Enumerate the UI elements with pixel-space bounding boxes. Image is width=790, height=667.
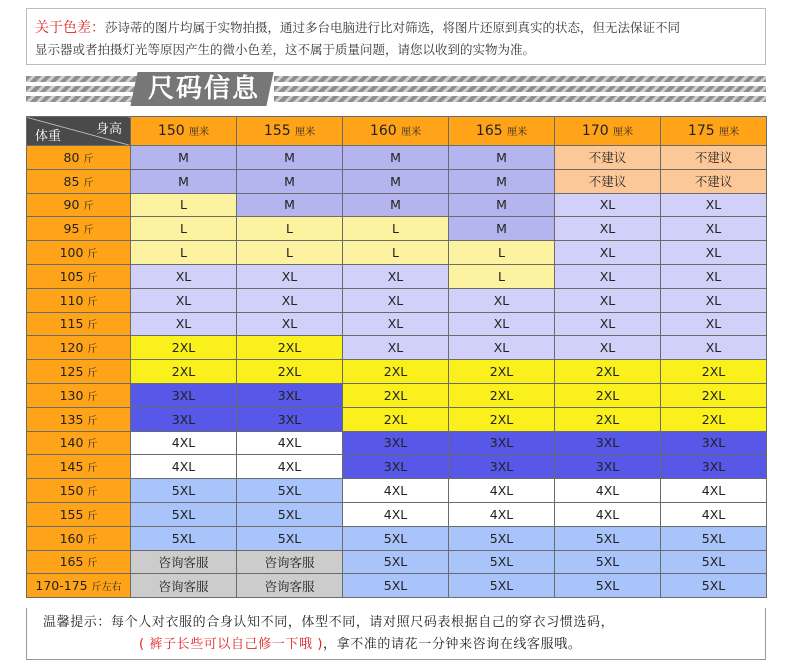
height-header-cell [555, 117, 661, 146]
size-row [27, 146, 767, 170]
height-value: 170 [581, 123, 609, 139]
section-title: 尺码信息 [147, 74, 260, 104]
size-chart-body [27, 146, 767, 598]
size-cell: 5XL [237, 479, 343, 503]
banner-stripe [26, 96, 138, 102]
weight-cell [27, 264, 131, 288]
weight-value: 165 [59, 554, 84, 570]
size-cell: 2XL [131, 360, 237, 384]
height-unit: 厘米 [719, 127, 740, 138]
size-cell: 4XL [449, 502, 555, 526]
size-cell: 5XL [555, 574, 661, 598]
size-cell: 5XL [237, 526, 343, 550]
height-value: 160 [369, 123, 397, 139]
size-chart-table [26, 116, 767, 598]
size-cell: 5XL [661, 574, 767, 598]
weight-value: 145 [59, 459, 84, 475]
height-value: 150 [157, 123, 185, 139]
size-cell: M [343, 169, 449, 193]
weight-unit: 斤左右 [91, 582, 122, 594]
size-cell: XL [661, 217, 767, 241]
height-header-cell [131, 117, 237, 146]
weight-unit: 斤 [87, 558, 98, 570]
size-cell: 4XL [343, 479, 449, 503]
height-value: 165 [475, 123, 503, 139]
size-cell: XL [131, 264, 237, 288]
weight-value: 130 [59, 387, 84, 403]
size-cell: 5XL [449, 574, 555, 598]
size-cell: XL [343, 264, 449, 288]
size-cell: XL [555, 217, 661, 241]
weight-unit: 斤 [83, 225, 94, 237]
size-cell: L [237, 217, 343, 241]
size-cell: M [449, 146, 555, 170]
size-cell: 5XL [131, 479, 237, 503]
size-cell: 咨询客服 [131, 574, 237, 598]
weight-cell [27, 336, 131, 360]
height-header-cell [449, 117, 555, 146]
weight-unit: 斤 [87, 463, 98, 475]
header-row [27, 117, 767, 146]
size-cell: M [343, 193, 449, 217]
size-cell: 3XL [131, 383, 237, 407]
size-cell: 5XL [449, 526, 555, 550]
size-cell: 5XL [555, 526, 661, 550]
size-cell: 3XL [555, 455, 661, 479]
size-cell: 2XL [449, 360, 555, 384]
weight-value: 160 [59, 530, 84, 546]
size-cell: XL [555, 241, 661, 265]
weight-cell [27, 479, 131, 503]
size-row [27, 431, 767, 455]
size-cell: XL [131, 288, 237, 312]
notice-label: 关于色差： [35, 20, 105, 36]
size-cell: XL [661, 264, 767, 288]
size-row [27, 550, 767, 574]
size-row [27, 217, 767, 241]
size-cell: M [131, 146, 237, 170]
size-cell: XL [449, 336, 555, 360]
weight-value: 125 [59, 364, 84, 380]
size-cell: XL [661, 241, 767, 265]
size-cell: L [131, 217, 237, 241]
size-row [27, 193, 767, 217]
weight-axis-label: 体重 [35, 129, 62, 144]
size-cell: 2XL [343, 360, 449, 384]
size-cell: 4XL [237, 431, 343, 455]
size-cell: L [131, 193, 237, 217]
size-cell: 2XL [661, 383, 767, 407]
size-cell: 3XL [661, 455, 767, 479]
tips-highlight: ( 裤子长些可以自己修一下哦 ) [139, 637, 324, 652]
weight-unit: 斤 [87, 320, 98, 332]
size-cell: L [449, 264, 555, 288]
size-cell: 2XL [661, 407, 767, 431]
weight-value: 170-175 [35, 578, 88, 594]
size-cell: 5XL [555, 550, 661, 574]
size-cell: XL [237, 288, 343, 312]
size-cell: 3XL [237, 383, 343, 407]
weight-cell [27, 526, 131, 550]
size-cell: 4XL [449, 479, 555, 503]
weight-value: 105 [59, 268, 84, 284]
weight-cell [27, 360, 131, 384]
size-cell: M [131, 169, 237, 193]
size-cell: 4XL [131, 431, 237, 455]
weight-value: 140 [59, 435, 84, 451]
size-cell: 5XL [343, 550, 449, 574]
weight-unit: 斤 [87, 249, 98, 261]
weight-cell [27, 146, 131, 170]
size-cell: 2XL [237, 336, 343, 360]
weight-unit: 斤 [83, 201, 94, 213]
banner-stripe [274, 96, 766, 102]
size-cell: 3XL [237, 407, 343, 431]
weight-cell [27, 407, 131, 431]
size-row [27, 360, 767, 384]
size-cell: 3XL [449, 431, 555, 455]
weight-cell [27, 288, 131, 312]
size-cell: 5XL [237, 502, 343, 526]
size-cell: 咨询客服 [131, 550, 237, 574]
size-cell: 不建议 [661, 146, 767, 170]
size-cell: 3XL [131, 407, 237, 431]
size-row [27, 526, 767, 550]
size-row [27, 288, 767, 312]
weight-cell [27, 312, 131, 336]
height-header-cell [237, 117, 343, 146]
height-axis-label: 身高 [95, 122, 122, 137]
size-row [27, 312, 767, 336]
banner-stripe [26, 86, 138, 92]
size-cell: XL [449, 288, 555, 312]
size-cell: XL [237, 264, 343, 288]
weight-value: 150 [59, 483, 84, 499]
banner-stripe [274, 76, 766, 82]
banner-stripe [274, 86, 766, 92]
size-cell: XL [661, 336, 767, 360]
size-cell: 2XL [449, 407, 555, 431]
size-row [27, 502, 767, 526]
color-difference-notice [26, 8, 766, 65]
size-cell: M [449, 193, 555, 217]
size-cell: XL [237, 312, 343, 336]
tips-text-1: 每个人对衣服的合身认知不同，体型不同，请对照尺码表根据自己的穿衣习惯选码， [111, 615, 615, 630]
weight-value: 80 [63, 149, 80, 165]
size-cell: 2XL [555, 360, 661, 384]
weight-cell [27, 217, 131, 241]
weight-cell [27, 193, 131, 217]
size-cell: M [343, 146, 449, 170]
size-cell: 3XL [343, 455, 449, 479]
size-cell: 不建议 [661, 169, 767, 193]
tips-text-2: ，拿不准的请花一分钟来咨询在线客服哦。 [323, 637, 582, 652]
size-cell: XL [661, 288, 767, 312]
size-cell: 5XL [449, 550, 555, 574]
weight-unit: 斤 [87, 487, 98, 499]
weight-value: 120 [59, 340, 84, 356]
size-cell: M [237, 193, 343, 217]
size-cell: M [237, 169, 343, 193]
weight-unit: 斤 [87, 296, 98, 308]
size-cell: 2XL [237, 360, 343, 384]
size-cell: 2XL [661, 360, 767, 384]
notice-text-1: 莎诗蒂的图片均属于实物拍摄，通过多台电脑进行比对筛选，将图片还原到真实的状态，但无法保证不同 [105, 20, 681, 35]
size-cell: 4XL [661, 502, 767, 526]
size-cell: 5XL [661, 550, 767, 574]
size-cell: 不建议 [555, 146, 661, 170]
size-cell: XL [555, 336, 661, 360]
size-cell: M [449, 217, 555, 241]
size-cell: 不建议 [555, 169, 661, 193]
size-cell: L [449, 241, 555, 265]
size-cell: 4XL [555, 479, 661, 503]
size-cell: M [237, 146, 343, 170]
weight-value: 90 [63, 197, 80, 213]
size-cell: 4XL [131, 455, 237, 479]
weight-unit: 斤 [87, 534, 98, 546]
size-row [27, 455, 767, 479]
size-cell: XL [343, 336, 449, 360]
weight-unit: 斤 [87, 368, 98, 380]
size-cell: 2XL [343, 407, 449, 431]
size-cell: XL [555, 288, 661, 312]
weight-unit: 斤 [87, 391, 98, 403]
size-cell: 5XL [131, 526, 237, 550]
size-cell: L [131, 241, 237, 265]
height-header-cell [343, 117, 449, 146]
size-cell: 咨询客服 [237, 574, 343, 598]
weight-unit: 斤 [83, 177, 94, 189]
size-cell: XL [555, 193, 661, 217]
size-cell: XL [555, 312, 661, 336]
height-value: 155 [263, 123, 291, 139]
weight-value: 110 [59, 292, 84, 308]
size-cell: 2XL [555, 383, 661, 407]
size-cell: 2XL [343, 383, 449, 407]
weight-unit: 斤 [87, 510, 98, 522]
size-row [27, 574, 767, 598]
weight-cell [27, 574, 131, 598]
size-row [27, 336, 767, 360]
size-cell: L [343, 241, 449, 265]
tips-line-2 [43, 634, 751, 656]
size-row [27, 264, 767, 288]
weight-value: 155 [59, 506, 84, 522]
size-cell: 5XL [131, 502, 237, 526]
size-cell: 3XL [555, 431, 661, 455]
size-cell: XL [131, 312, 237, 336]
size-cell: M [449, 169, 555, 193]
size-cell: XL [661, 193, 767, 217]
height-unit: 厘米 [507, 127, 528, 138]
size-cell: 4XL [661, 479, 767, 503]
size-cell: XL [343, 312, 449, 336]
weight-cell [27, 241, 131, 265]
weight-cell [27, 383, 131, 407]
notice-text-2: 显示器或者拍摄灯光等原因产生的微小色差，这不属于质量问题，请您以收到的实物为准。 [35, 42, 536, 57]
size-cell: XL [661, 312, 767, 336]
section-banner [26, 72, 766, 110]
size-cell: 5XL [343, 574, 449, 598]
tips-prefix: 温馨提示： [43, 615, 112, 630]
size-cell: XL [343, 288, 449, 312]
weight-cell [27, 502, 131, 526]
height-header-cell [661, 117, 767, 146]
size-cell: 2XL [449, 383, 555, 407]
size-row [27, 169, 767, 193]
weight-unit: 斤 [87, 415, 98, 427]
weight-cell [27, 455, 131, 479]
weight-cell [27, 169, 131, 193]
height-value: 175 [687, 123, 715, 139]
weight-value: 115 [59, 316, 84, 332]
weight-unit: 斤 [87, 272, 98, 284]
weight-unit: 斤 [83, 153, 94, 165]
size-cell: L [237, 241, 343, 265]
size-row [27, 407, 767, 431]
size-cell: L [343, 217, 449, 241]
size-cell: 咨询客服 [237, 550, 343, 574]
height-unit: 厘米 [401, 127, 422, 138]
size-cell: 2XL [131, 336, 237, 360]
size-row [27, 241, 767, 265]
weight-cell [27, 431, 131, 455]
banner-stripe [26, 76, 138, 82]
weight-value: 85 [63, 173, 80, 189]
weight-value: 95 [63, 221, 80, 237]
size-cell: 4XL [237, 455, 343, 479]
size-cell: 2XL [555, 407, 661, 431]
size-cell: 3XL [449, 455, 555, 479]
tips-line-1 [43, 612, 751, 634]
height-unit: 厘米 [295, 127, 316, 138]
size-row [27, 479, 767, 503]
size-cell: 5XL [661, 526, 767, 550]
size-cell: XL [449, 312, 555, 336]
height-unit: 厘米 [189, 127, 210, 138]
size-cell: 5XL [343, 526, 449, 550]
weight-unit: 斤 [87, 439, 98, 451]
height-unit: 厘米 [613, 127, 634, 138]
size-cell: 4XL [555, 502, 661, 526]
size-cell: 3XL [343, 431, 449, 455]
size-cell: XL [555, 264, 661, 288]
weight-cell [27, 550, 131, 574]
size-cell: 3XL [661, 431, 767, 455]
weight-unit: 斤 [87, 344, 98, 356]
weight-value: 100 [59, 245, 84, 261]
weight-value: 135 [59, 411, 84, 427]
corner-header-cell [27, 117, 131, 146]
notice-line-1 [35, 17, 757, 39]
size-cell: 4XL [343, 502, 449, 526]
size-row [27, 383, 767, 407]
tips-box [26, 608, 766, 660]
